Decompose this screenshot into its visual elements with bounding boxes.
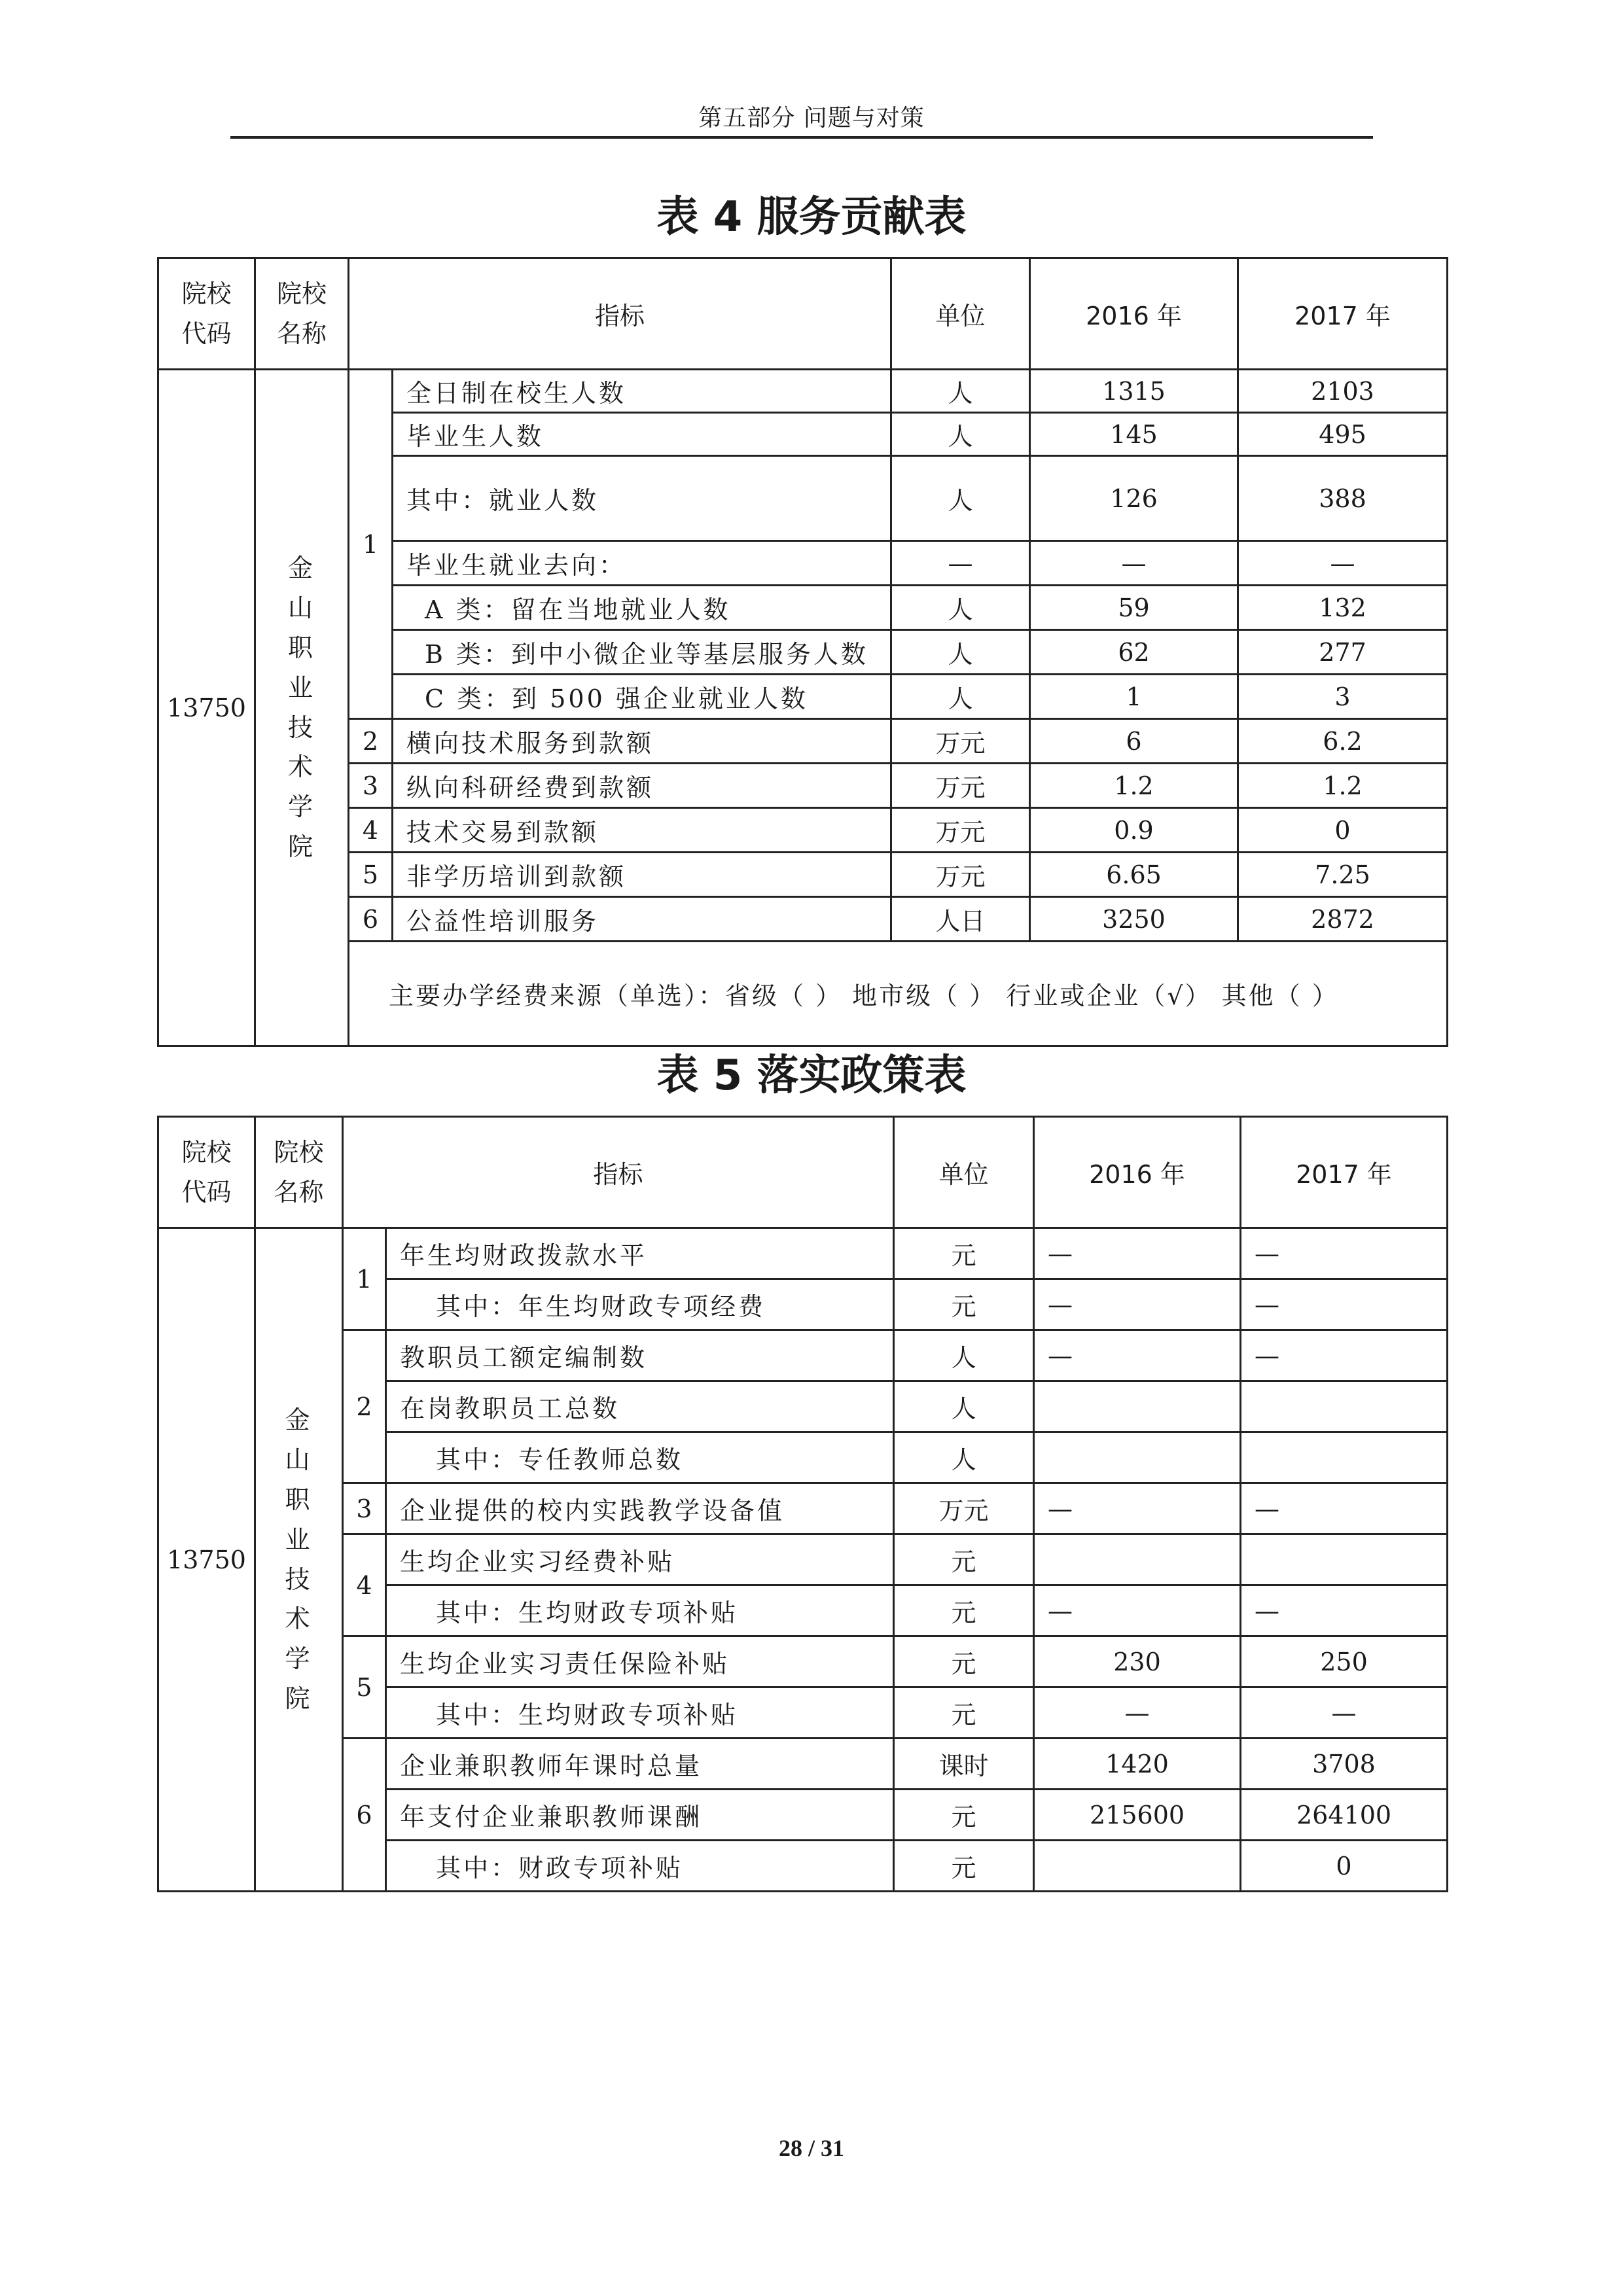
group-number: 1 (349, 370, 393, 719)
indicator: 企业提供的校内实践教学设备值 (386, 1483, 894, 1534)
header-indicator: 指标 (343, 1117, 894, 1228)
value-2016: 0.9 (1030, 808, 1238, 853)
unit: 元 (894, 1687, 1034, 1739)
value-2017: — (1238, 541, 1448, 586)
value-2017: 0 (1238, 808, 1448, 853)
value-2017: 264100 (1241, 1790, 1448, 1841)
indicator: 公益性培训服务 (393, 897, 891, 942)
value-2017: 132 (1238, 586, 1448, 630)
value-2017: 3708 (1241, 1739, 1448, 1790)
group-number: 3 (343, 1483, 386, 1534)
school-name: 金山职业技术学院 (255, 370, 349, 1046)
indicator: C 类：到 500 强企业就业人数 (393, 675, 891, 719)
value-2016: 1420 (1034, 1739, 1241, 1790)
value-2017: — (1241, 1483, 1448, 1534)
table-header-row (158, 258, 1448, 370)
unit: 人 (891, 456, 1030, 541)
unit: 万元 (891, 853, 1030, 897)
indicator: 企业兼职教师年课时总量 (386, 1739, 894, 1790)
indicator: 生均企业实习责任保险补贴 (386, 1636, 894, 1687)
table-row (158, 1636, 1448, 1687)
value-2016: 126 (1030, 456, 1238, 541)
header-unit: 单位 (894, 1117, 1034, 1228)
funding-note-row (158, 942, 1448, 1046)
value-2017: — (1241, 1228, 1448, 1279)
value-2016: — (1034, 1483, 1241, 1534)
unit: 万元 (891, 808, 1030, 853)
group-number: 4 (349, 808, 393, 853)
table-row (158, 1739, 1448, 1790)
unit: 万元 (891, 764, 1030, 808)
indicator: 毕业生人数 (393, 413, 891, 456)
value-2017: 388 (1238, 456, 1448, 541)
table-row (158, 1330, 1448, 1381)
value-2016: 1 (1030, 675, 1238, 719)
indicator: 技术交易到款额 (393, 808, 891, 853)
unit: 人 (894, 1330, 1034, 1381)
school-code: 13750 (158, 370, 255, 1046)
group-number: 6 (343, 1739, 386, 1892)
group-number: 5 (349, 853, 393, 897)
value-2016: — (1034, 1279, 1241, 1330)
value-2017 (1241, 1381, 1448, 1432)
table-row (158, 897, 1448, 942)
indicator: 纵向科研经费到款额 (393, 764, 891, 808)
value-2017: 2872 (1238, 897, 1448, 942)
table-row (158, 719, 1448, 764)
value-2016: 6.65 (1030, 853, 1238, 897)
header-2016: 2016 年 (1034, 1117, 1241, 1228)
unit: 人 (894, 1381, 1034, 1432)
indicator: 年支付企业兼职教师课酬 (386, 1790, 894, 1841)
table4-title: 表 4 服务贡献表 (656, 193, 967, 241)
unit: 人 (891, 630, 1030, 675)
indicator: 在岗教职员工总数 (386, 1381, 894, 1432)
indicator: A 类：留在当地就业人数 (393, 586, 891, 630)
table-header-row (158, 1117, 1448, 1228)
value-2017: 3 (1238, 675, 1448, 719)
school-code: 13750 (158, 1228, 255, 1892)
value-2016: 3250 (1030, 897, 1238, 942)
group-number: 6 (349, 897, 393, 942)
value-2016: — (1034, 1687, 1241, 1739)
indicator: 其中：财政专项补贴 (386, 1841, 894, 1892)
group-number: 1 (343, 1228, 386, 1330)
indicator: 全日制在校生人数 (393, 370, 891, 413)
group-number: 4 (343, 1534, 386, 1636)
unit: 人 (894, 1432, 1034, 1483)
table-row (158, 1483, 1448, 1534)
value-2016 (1034, 1381, 1241, 1432)
group-number: 3 (349, 764, 393, 808)
value-2016: — (1034, 1330, 1241, 1381)
value-2017 (1241, 1432, 1448, 1483)
value-2017: 6.2 (1238, 719, 1448, 764)
table-row (158, 1228, 1448, 1279)
value-2016: — (1034, 1228, 1241, 1279)
indicator: B 类：到中小微企业等基层服务人数 (393, 630, 891, 675)
value-2016: 215600 (1034, 1790, 1241, 1841)
value-2017: — (1241, 1279, 1448, 1330)
indicator: 年生均财政拨款水平 (386, 1228, 894, 1279)
value-2016: 6 (1030, 719, 1238, 764)
funding-source-note: 主要办学经费来源（单选）：省级（ ） 地市级（ ） 行业或企业（√） 其他（ ） (349, 942, 1448, 1046)
header-indicator: 指标 (349, 258, 891, 370)
value-2017: 277 (1238, 630, 1448, 675)
indicator: 横向技术服务到款额 (393, 719, 891, 764)
table-row (158, 370, 1448, 413)
value-2017: 1.2 (1238, 764, 1448, 808)
unit: 万元 (894, 1483, 1034, 1534)
indicator: 教职员工额定编制数 (386, 1330, 894, 1381)
indicator: 其中：专任教师总数 (386, 1432, 894, 1483)
group-number: 2 (343, 1330, 386, 1483)
value-2016: 145 (1030, 413, 1238, 456)
value-2016: 230 (1034, 1636, 1241, 1687)
indicator: 其中：生均财政专项补贴 (386, 1687, 894, 1739)
value-2017 (1241, 1534, 1448, 1585)
header-unit: 单位 (891, 258, 1030, 370)
table5-title: 表 5 落实政策表 (656, 1051, 967, 1100)
unit: 元 (894, 1636, 1034, 1687)
unit: 万元 (891, 719, 1030, 764)
value-2016 (1034, 1432, 1241, 1483)
value-2016 (1034, 1534, 1241, 1585)
indicator: 生均企业实习经费补贴 (386, 1534, 894, 1585)
unit: — (891, 541, 1030, 586)
unit: 人 (891, 370, 1030, 413)
value-2017: 495 (1238, 413, 1448, 456)
value-2017: 2103 (1238, 370, 1448, 413)
value-2017: 0 (1241, 1841, 1448, 1892)
running-head: 第五部分 问题与对策 (698, 105, 925, 132)
value-2016: — (1034, 1585, 1241, 1636)
policy-implementation-table (157, 1116, 1448, 1892)
unit: 元 (894, 1279, 1034, 1330)
unit: 人 (891, 586, 1030, 630)
header-school-code: 院校代码 (158, 258, 255, 370)
header-school-name: 院校名称 (255, 1117, 343, 1228)
unit: 元 (894, 1534, 1034, 1585)
value-2017: 7.25 (1238, 853, 1448, 897)
indicator: 其中：生均财政专项补贴 (386, 1585, 894, 1636)
group-number: 2 (349, 719, 393, 764)
indicator: 非学历培训到款额 (393, 853, 891, 897)
value-2016: 59 (1030, 586, 1238, 630)
table-row (158, 853, 1448, 897)
unit: 元 (894, 1841, 1034, 1892)
table-row (158, 808, 1448, 853)
page-number: 28 / 31 (778, 2135, 844, 2161)
value-2016: 1.2 (1030, 764, 1238, 808)
table-row (158, 764, 1448, 808)
value-2017: — (1241, 1330, 1448, 1381)
unit: 元 (894, 1585, 1034, 1636)
unit: 人 (891, 413, 1030, 456)
school-name: 金山职业技术学院 (255, 1228, 343, 1892)
header-2016: 2016 年 (1030, 258, 1238, 370)
unit: 课时 (894, 1739, 1034, 1790)
header-2017: 2017 年 (1241, 1117, 1448, 1228)
value-2016 (1034, 1841, 1241, 1892)
table-row (158, 1534, 1448, 1585)
indicator: 其中：年生均财政专项经费 (386, 1279, 894, 1330)
service-contribution-table (157, 257, 1448, 1047)
value-2016: 1315 (1030, 370, 1238, 413)
unit: 人 (891, 675, 1030, 719)
unit: 元 (894, 1228, 1034, 1279)
header-school-code: 院校代码 (158, 1117, 255, 1228)
header-school-name: 院校名称 (255, 258, 349, 370)
value-2017: — (1241, 1585, 1448, 1636)
group-number: 5 (343, 1636, 386, 1739)
indicator: 其中：就业人数 (393, 456, 891, 541)
value-2016: — (1030, 541, 1238, 586)
header-rule (230, 136, 1373, 139)
value-2017: 250 (1241, 1636, 1448, 1687)
indicator: 毕业生就业去向： (393, 541, 891, 586)
header-2017: 2017 年 (1238, 258, 1448, 370)
unit: 元 (894, 1790, 1034, 1841)
unit: 人日 (891, 897, 1030, 942)
value-2017: — (1241, 1687, 1448, 1739)
value-2016: 62 (1030, 630, 1238, 675)
